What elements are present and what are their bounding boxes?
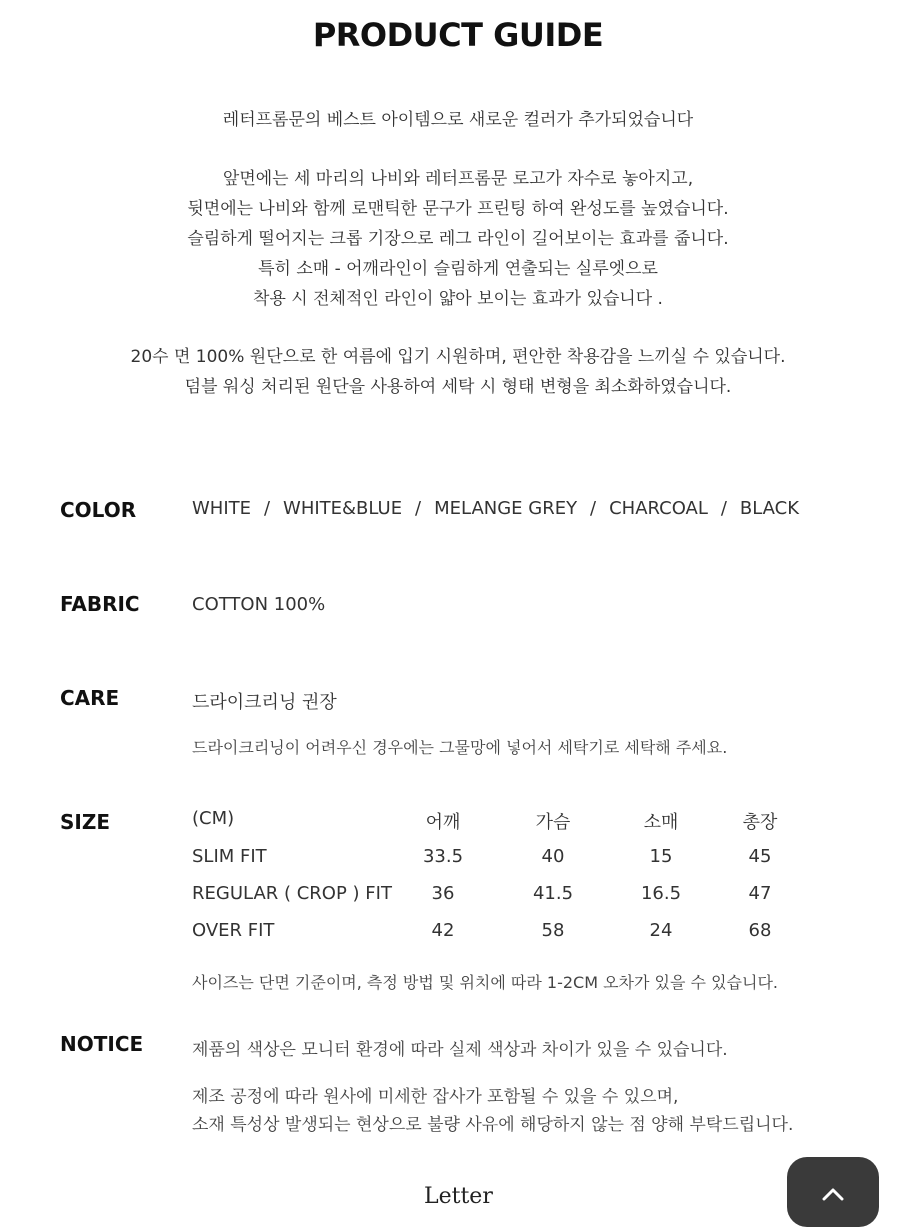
size-cell: 16.5 (640, 883, 682, 904)
notice-line: 제품의 색상은 모니터 환경에 따라 실제 색상과 차이가 있을 수 있습니다. (192, 1040, 728, 1060)
size-cell: 58 (541, 920, 565, 941)
size-cell: 45 (748, 846, 772, 867)
notice-line: 소재 특성상 발생되는 현상으로 불량 사유에 해당하지 않는 점 양해 부탁드립니다. (192, 1115, 794, 1135)
intro-line: 앞면에는 세 마리의 나비와 레터프롬문 로고가 자수로 놓아지고, (222, 169, 694, 189)
size-column-header: 가슴 (535, 812, 571, 833)
chevron-up-icon (821, 1187, 845, 1201)
size-cell: 42 (431, 920, 455, 941)
intro-line: 레터프롬문의 베스트 아이템으로 새로운 컬러가 추가되었습니다 (222, 110, 694, 130)
notice-line: 제조 공정에 따라 원사에 미세한 잡사가 포함될 수 있을 수 있으며, (192, 1087, 679, 1107)
size-cell: 40 (541, 846, 565, 867)
scroll-top-button[interactable] (787, 1157, 879, 1227)
care-note: 드라이크리닝이 어려우신 경우에는 그물망에 넣어서 세탁기로 세탁해 주세요. (192, 738, 728, 757)
color-label: COLOR (60, 498, 137, 522)
intro-line: 슬림하게 떨어지는 크롭 기장으로 레그 라인이 길어보이는 효과를 줍니다. (187, 229, 729, 249)
size-cell: 36 (431, 883, 455, 904)
size-row-name: REGULAR ( CROP ) FIT (192, 883, 392, 904)
intro-line: 착용 시 전체적인 라인이 얇아 보이는 효과가 있습니다 . (253, 289, 663, 309)
color-value: CHARCOAL (609, 498, 708, 519)
intro-line: 20수 면 100% 원단으로 한 여름에 입기 시원하며, 편안한 착용감을 느끼실 수 있습니다. (130, 347, 786, 367)
size-note: 사이즈는 단면 기준이며, 측정 방법 및 위치에 따라 1-2CM 오차가 있을 수 있습니다. (192, 973, 778, 992)
size-column-header: 어깨 (425, 812, 461, 833)
size-row-name: SLIM FIT (192, 846, 267, 867)
page-title: PRODUCT GUIDE (312, 16, 604, 54)
color-value: WHITE (192, 498, 252, 519)
fabric-value: COTTON 100% (192, 594, 326, 615)
color-separator: / (415, 498, 422, 519)
brand-logo: Letter (424, 1184, 493, 1209)
color-value: MELANGE GREY (434, 498, 578, 519)
care-label: CARE (60, 686, 120, 710)
color-value: WHITE&BLUE (283, 498, 403, 519)
size-label: SIZE (60, 810, 111, 834)
intro-line: 덤블 워싱 처리된 원단을 사용하여 세탁 시 형태 변형을 최소화하였습니다. (184, 377, 732, 397)
intro-line: 특히 소매 - 어깨라인이 슬림하게 연출되는 실루엣으로 (258, 259, 658, 279)
size-unit: (CM) (192, 808, 235, 829)
color-separator: / (263, 498, 271, 519)
color-separator: / (590, 498, 597, 519)
fabric-label: FABRIC (60, 592, 140, 616)
intro-line: 뒷면에는 나비와 함께 로맨틱한 문구가 프린팅 하여 완성도를 높였습니다. (187, 199, 729, 219)
size-column-header: 소매 (643, 812, 679, 833)
size-column-header: 총장 (742, 812, 778, 833)
color-options (192, 498, 799, 519)
care-value: 드라이크리닝 권장 (192, 692, 337, 713)
size-cell: 41.5 (532, 883, 574, 904)
size-row-name: OVER FIT (192, 920, 275, 941)
size-cell: 68 (748, 920, 772, 941)
size-cell: 47 (748, 883, 772, 904)
color-value: BLACK (739, 498, 800, 519)
notice-label: NOTICE (60, 1032, 144, 1056)
size-cell: 33.5 (422, 846, 464, 867)
size-cell: 24 (649, 920, 673, 941)
color-separator: / (720, 498, 727, 519)
size-cell: 15 (649, 846, 673, 867)
